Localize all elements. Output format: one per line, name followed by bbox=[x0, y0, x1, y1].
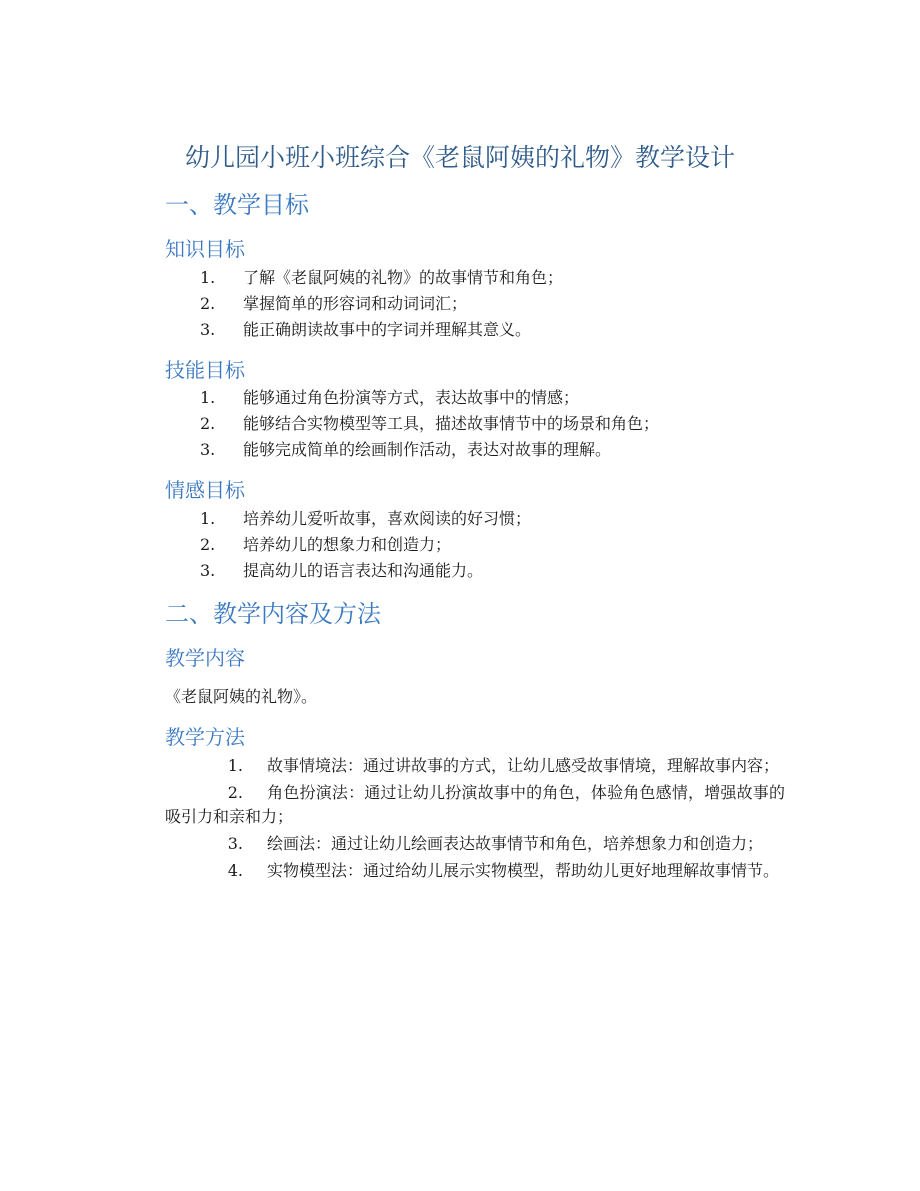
subheading-knowledge: 知识目标 bbox=[165, 237, 245, 261]
section-heading-content-methods: 二、教学内容及方法 bbox=[165, 600, 381, 628]
list-item: 3. 能够完成简单的绘画制作活动，表达对故事的理解。 bbox=[200, 440, 612, 459]
document-title: 幼儿园小班小班综合《老鼠阿姨的礼物》教学设计 bbox=[184, 143, 735, 172]
method-list bbox=[165, 754, 785, 886]
list-item: 2. 角色扮演法：通过让幼儿扮演故事中的角色，体验角色感情，增强故事的吸引力和亲和力； bbox=[165, 783, 785, 826]
list-item: 3. 提高幼儿的语言表达和沟通能力。 bbox=[200, 561, 484, 580]
section-heading-objectives: 一、教学目标 bbox=[165, 191, 309, 219]
knowledge-list bbox=[0, 265, 920, 343]
list-item: 4. 实物模型法：通过给幼儿展示实物模型，帮助幼儿更好地理解故事情节。 bbox=[227, 861, 780, 880]
subheading-emotion: 情感目标 bbox=[165, 478, 245, 502]
subheading-skill: 技能目标 bbox=[165, 358, 245, 382]
subheading-method: 教学方法 bbox=[165, 725, 245, 749]
list-item: 1. 了解《老鼠阿姨的礼物》的故事情节和角色； bbox=[200, 268, 564, 287]
content-paragraph: 《老鼠阿姨的礼物》。 bbox=[165, 687, 318, 706]
list-item: 2. 培养幼儿的想象力和创造力； bbox=[200, 535, 452, 554]
list-item: 2. 掌握简单的形容词和动词词汇； bbox=[200, 294, 468, 313]
list-item: 1. 故事情境法：通过讲故事的方式，让幼儿感受故事情境，理解故事内容； bbox=[227, 756, 780, 775]
list-item: 3. 绘画法：通过让幼儿绘画表达故事情节和角色，培养想象力和创造力； bbox=[227, 834, 764, 853]
emotion-list bbox=[0, 506, 920, 584]
list-item: 3. 能正确朗读故事中的字词并理解其意义。 bbox=[200, 320, 532, 339]
list-item: 2. 能够结合实物模型等工具，描述故事情节中的场景和角色； bbox=[200, 414, 660, 433]
list-item: 1. 能够通过角色扮演等方式，表达故事中的情感； bbox=[200, 388, 580, 407]
subheading-content: 教学内容 bbox=[165, 646, 245, 670]
list-item: 1. 培养幼儿爱听故事，喜欢阅读的好习惯； bbox=[200, 509, 532, 528]
skill-list bbox=[0, 385, 920, 463]
